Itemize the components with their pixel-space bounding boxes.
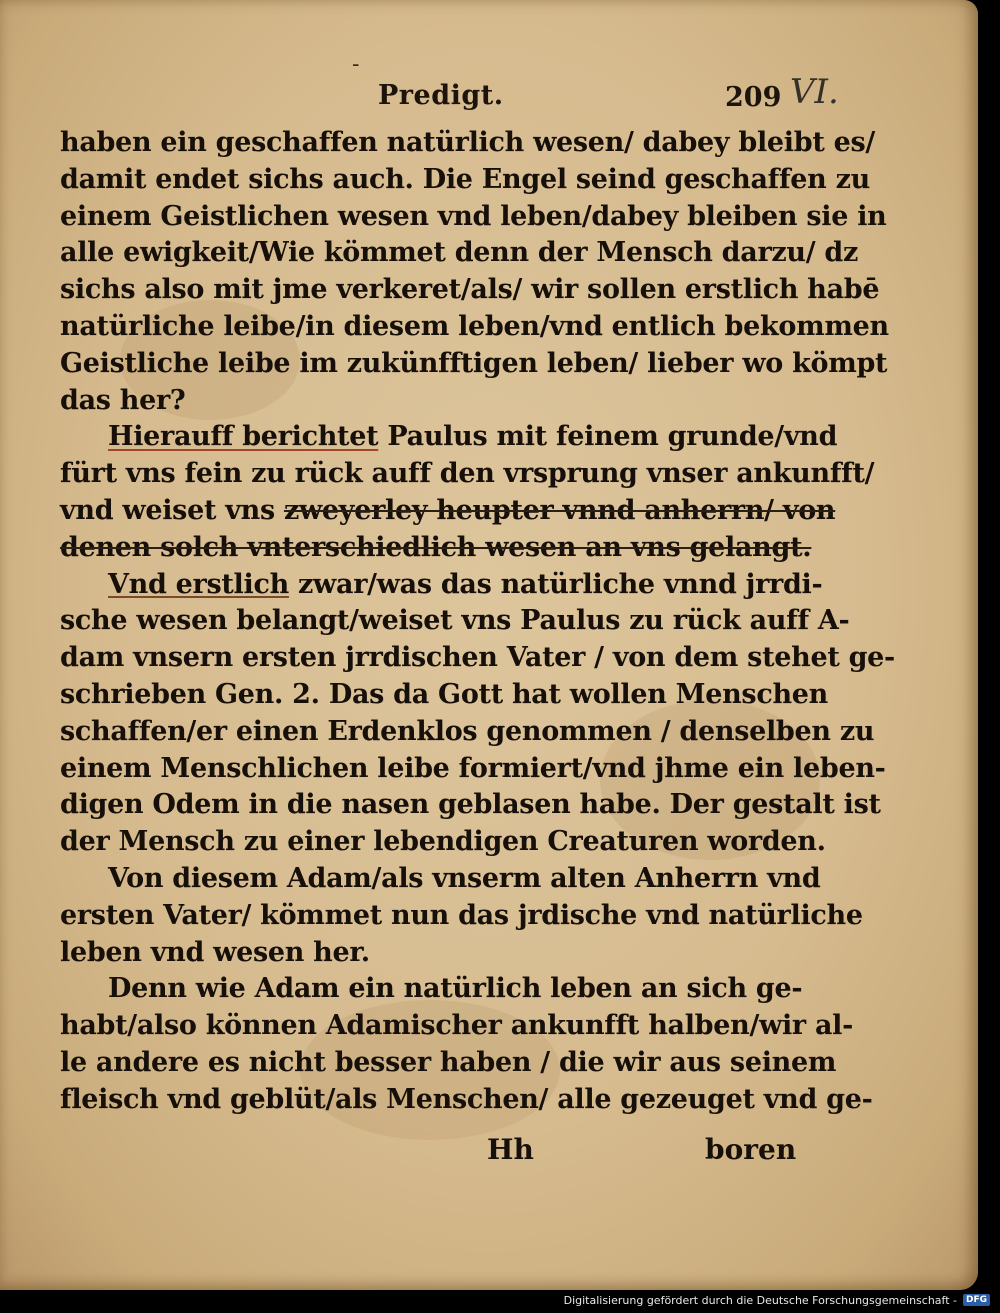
page-number: 209 (725, 82, 782, 113)
catchword: boren (705, 1133, 797, 1166)
text-line (60, 419, 838, 456)
text-line: le andere es nicht besser haben / die wir aus seinem (60, 1046, 837, 1078)
struck-passage: zweyerley heupter vnnd anherrn/ von (283, 494, 836, 526)
text-line: alle ewigkeit/Wie kömmet denn der Mensch darzu/ dz (60, 237, 859, 269)
text-line: damit endet sichs auch. Die Engel seind geschaffen zu (60, 163, 870, 195)
text-line: habt/also können Adamischer ankunfft halben/wir al- (60, 1010, 854, 1042)
struck-passage: denen solch vnterschiedlich wesen an vns gelangt. (60, 531, 812, 563)
digitization-footer (564, 1291, 990, 1309)
handwritten-annotation: VI. (790, 72, 839, 112)
signature-mark: Hh (487, 1133, 534, 1166)
text-line: leben vnd wesen her. (60, 936, 370, 968)
text-line: digen Odem in die nasen geblasen habe. Der gestalt ist (60, 789, 881, 821)
text-line: fürt vns fein zu rück auff den vrsprung vnser ankunfft/ (60, 458, 875, 490)
body-text (60, 125, 895, 1119)
underlined-passage: Vnd erstlich (108, 568, 289, 600)
text-line (60, 493, 836, 530)
text-line: sichs also mit jme verkeret/als/ wir sollen erstlich habē (60, 274, 880, 306)
text-line: ersten Vater/ kömmet nun das jrdische vnd natürliche (60, 899, 863, 931)
text-line: einem Geistlichen wesen vnd leben/dabey bleiben sie in (60, 200, 887, 232)
text-line: dam vnsern ersten jrrdischen Vater / von dem stehet ge- (60, 642, 895, 674)
text-span: vnd weiset vns (60, 494, 284, 526)
dfg-logo-icon: DFG (963, 1294, 990, 1306)
running-head: Predigt. (378, 80, 504, 111)
text-line: der Mensch zu einer lebendigen Creaturen worden. (60, 826, 826, 858)
text-line: das her? (60, 384, 186, 416)
page-mark: - (352, 52, 360, 77)
text-line: Von diesem Adam/als vnserm alten Anherrn vnd (108, 862, 821, 894)
text-line: schrieben Gen. 2. Das da Gott hat wollen Menschen (60, 678, 829, 710)
text-span: zwar/was das natürliche vnnd jrrdi- (288, 568, 823, 600)
text-line: einem Menschlichen leibe formiert/vnd jhme ein leben- (60, 752, 886, 784)
text-span: Paulus mit feinem grunde/vnd (378, 421, 838, 453)
text-line: Denn wie Adam ein natürlich leben an sich ge- (108, 973, 803, 1005)
text-line: Geistliche leibe im zukünfftigen leben/ lieber wo kömpt (60, 347, 888, 379)
text-line (60, 567, 823, 604)
text-line: schaffen/er einen Erdenklos genommen / denselben zu (60, 715, 875, 747)
text-line: fleisch vnd geblüt/als Menschen/ alle gezeuget vnd ge- (60, 1083, 873, 1115)
page-header (0, 72, 978, 120)
text-line: sche wesen belangt/weiset vns Paulus zu rück auff A- (60, 605, 850, 637)
footer-credit: Digitalisierung gefördert durch die Deutsche Forschungsgemeinschaft - (563, 1293, 957, 1307)
text-line (60, 530, 812, 567)
text-line: natürliche leibe/in diesem leben/vnd entlich bekommen (60, 310, 889, 342)
text-line: haben ein geschaffen natürlich wesen/ dabey bleibt es/ (60, 127, 875, 158)
underlined-passage: Hierauff berichtet (108, 421, 379, 453)
